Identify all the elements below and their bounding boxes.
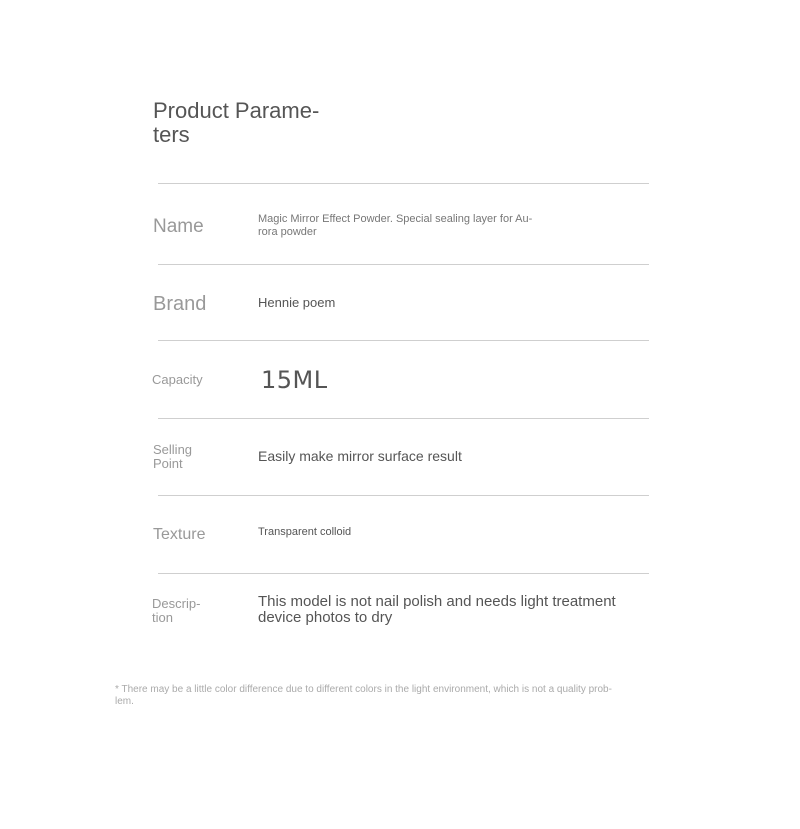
texture-label: Texture [153,526,206,543]
selling-point-label: Selling Point [153,442,193,471]
capacity-value: 15ML [261,366,328,394]
divider [158,573,649,574]
divider [158,340,649,341]
divider [158,495,649,496]
divider [158,418,649,419]
footnote: * There may be a little color difference due to different colors in the light environment, which is not a quality prob- lem. [115,684,612,707]
brand-label: Brand [153,293,207,315]
name-value: Magic Mirror Effect Powder. Special sealing layer for Au- rora powder [258,213,533,238]
name-label: Name [153,216,204,237]
brand-value: Hennie poem [258,295,336,310]
description-value: This model is not nail polish and needs light treatment device photos to dry [258,593,616,626]
selling-point-value: Easily make mirror surface result [258,448,462,464]
divider [158,264,649,265]
texture-value: Transparent colloid [258,526,352,538]
divider [158,183,649,184]
capacity-label: Capacity [152,372,203,387]
page-title: Product Parame- ters [153,98,320,147]
description-label: Descrip- tion [152,596,201,625]
